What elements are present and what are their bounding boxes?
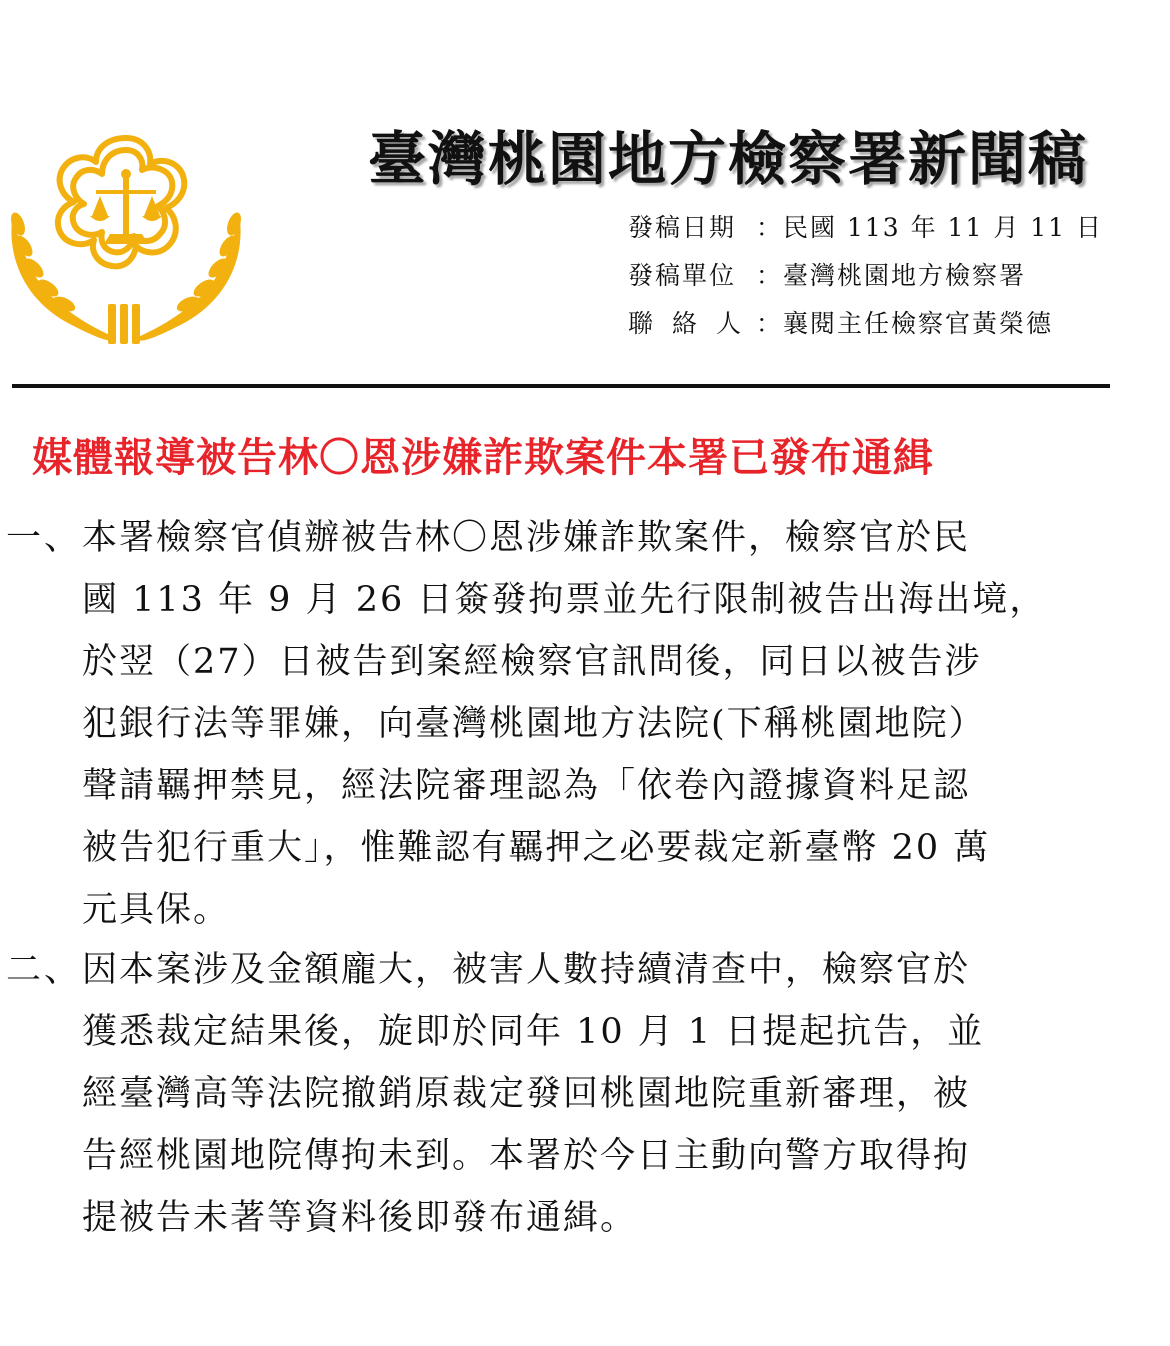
meta-value: ：民國 113 年 11 月 11 日 bbox=[756, 213, 1104, 242]
release-meta bbox=[628, 208, 1148, 352]
body-line: 於翌（27）日被告到案經檢察官訊問後，同日以被告涉 bbox=[82, 642, 982, 682]
meta-label: 發稿單位 bbox=[628, 261, 737, 290]
section-body bbox=[82, 942, 984, 1252]
section-number: 二、 bbox=[6, 950, 83, 990]
body-line: 犯銀行法等罪嫌，向臺灣桃園地方法院(下稱桃園地院） bbox=[82, 704, 986, 744]
body-line: 提被告未著等資料後即發布通緝。 bbox=[82, 1198, 638, 1238]
meta-label: 發稿日期 bbox=[628, 213, 737, 242]
meta-release-date bbox=[628, 208, 1148, 256]
meta-release-unit bbox=[628, 256, 1148, 304]
body-line: 國 113 年 9 月 26 日簽發拘票並先行限制被告出海出境， bbox=[82, 580, 1047, 620]
body-line: 因本案涉及金額龐大，被害人數持續清查中，檢察官於 bbox=[82, 950, 971, 990]
body-line: 被告犯行重大」，惟難認有羈押之必要裁定新臺幣 20 萬 bbox=[82, 828, 991, 868]
body-line: 元具保。 bbox=[82, 890, 231, 930]
body-line: 獲悉裁定結果後，旋即於同年 10 月 1 日提起抗告，並 bbox=[82, 1012, 985, 1052]
headline: 媒體報導被告林〇恩涉嫌詐欺案件本署已發布通緝 bbox=[32, 434, 934, 481]
body-line: 本署檢察官偵辦被告林〇恩涉嫌詐欺案件，檢察官於民 bbox=[82, 518, 971, 558]
meta-value: ：臺灣桃園地方檢察署 bbox=[756, 261, 1027, 290]
meta-contact bbox=[628, 304, 1148, 352]
body-line: 經臺灣高等法院撤銷原裁定發回桃園地院重新審理，被 bbox=[82, 1074, 971, 1114]
body-line: 聲請羈押禁見，經法院審理認為「依卷內證據資料足認 bbox=[82, 766, 971, 806]
header-divider bbox=[12, 384, 1110, 388]
body-line: 告經桃園地院傳拘未到。本署於今日主動向警方取得拘 bbox=[82, 1136, 971, 1176]
press-release-title: 臺灣桃園地方檢察署新聞稿 bbox=[368, 125, 1089, 193]
meta-value: ：襄閱主任檢察官黃榮德 bbox=[756, 309, 1054, 338]
section-body bbox=[82, 510, 1046, 944]
section-number: 一、 bbox=[6, 518, 83, 558]
meta-label: 聯絡人 bbox=[628, 309, 761, 338]
prosecutor-emblem-icon bbox=[4, 128, 248, 346]
